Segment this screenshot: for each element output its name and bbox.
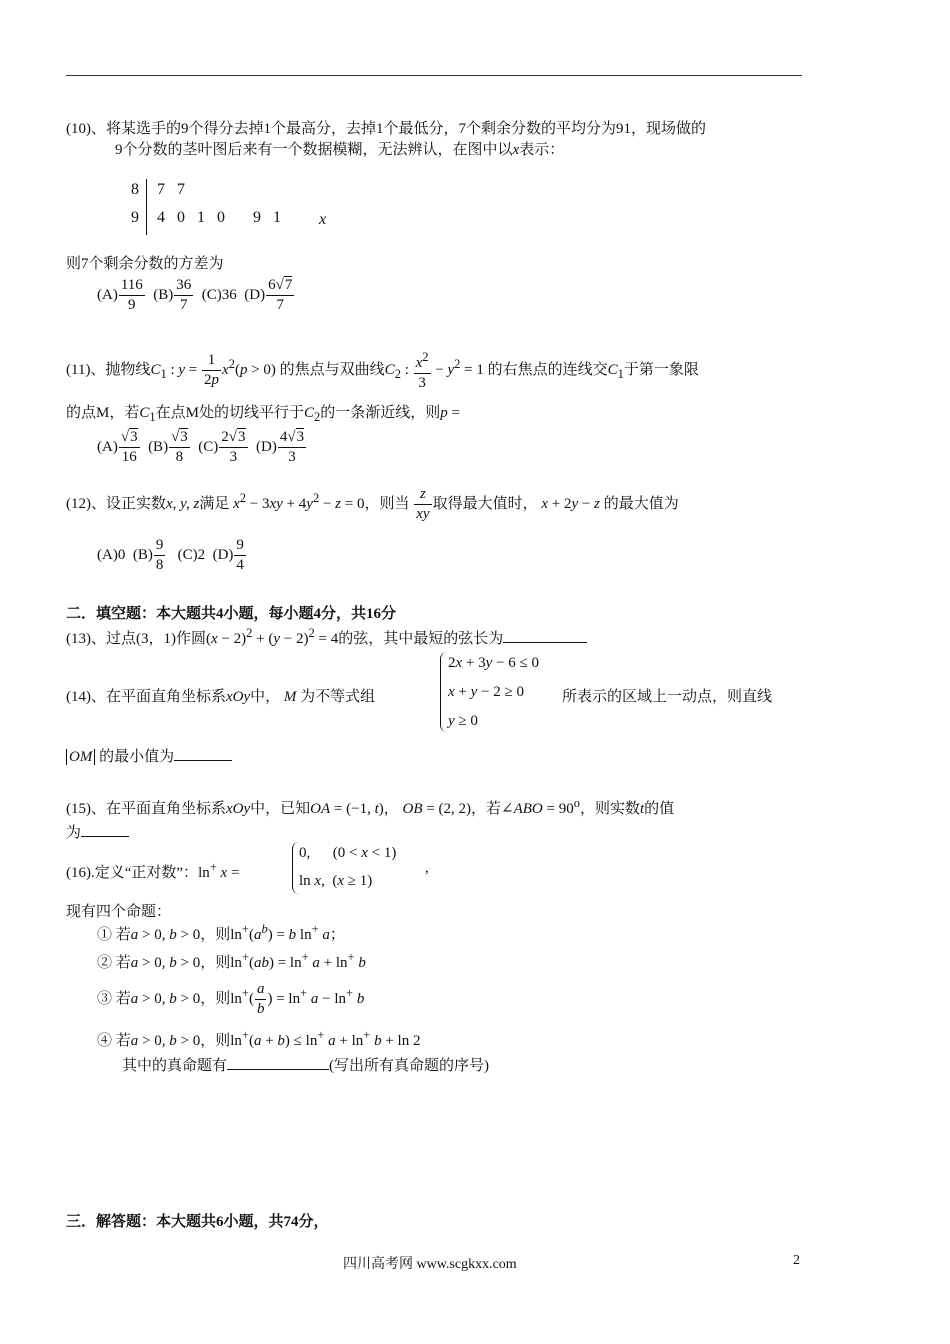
- piecewise-case-1: 0, (0 < x < 1): [299, 845, 397, 861]
- q16-item-3: ③ 若a > 0, b > 0，则ln+( $\frac{a}{b}$ ) = ln+ a − ln+ b: [97, 981, 365, 1017]
- inequality-2: x + y − 2 ≥ 0: [448, 684, 525, 700]
- q10-line1: (10)、将某选手的9个得分去掉1个最高分，去掉1个最低分，7个剩余分数的平均分为91，现场做的: [66, 121, 706, 137]
- inequality-3: y ≥ 0: [448, 713, 478, 729]
- q12-line: (12)、设正实数x, y, z满足 $x^2 - 3xy + 4y^2 - z = 0$，则当 $\frac{z}{xy}$ 取得最大值时， x + 2y − z 的最大值为: [66, 486, 679, 522]
- header-rule: [66, 75, 802, 76]
- leaves-8: 7 7: [157, 181, 185, 198]
- leaf-unknown: x: [319, 211, 327, 228]
- q13-line: (13)、过点(3，1)作圆$(x - 2)^2 + (y - 2)^2 = 4$的弦，其中最短的弦长为: [66, 626, 587, 648]
- q14-suffix: 所表示的区域上一动点，则直线: [562, 689, 773, 705]
- q14-line1: (14)、在平面直角坐标系xOy中， M 为不等式组: [66, 689, 376, 705]
- stem-divider: [146, 179, 147, 235]
- q10-options: (A) $\frac{116}{9}$ (B) $\frac{36}{7}$ (C)36 (D) $\frac{6√7}{7}$: [97, 277, 293, 313]
- q14-line2: OM 的最小值为: [66, 745, 232, 766]
- piecewise-brace: [292, 842, 299, 894]
- q12-options: (A)0 (B) $\frac{9}{8}$ (C)2 (D) $\frac{9}{4}$: [97, 537, 244, 573]
- q10-question: 则7个剩余分数的方差为: [66, 256, 224, 272]
- piecewise-case-2: ln x, (x ≥ 1): [299, 873, 373, 889]
- q16-item-2: ② 若a > 0, b > 0，则ln+(ab) = ln+ a + ln+ b: [97, 950, 366, 971]
- q15-line1: (15)、在平面直角坐标系xOy中，已知OA = (−1, t)， OB = (2, 2)，若∠ABO = $90^o$，则实数t的值: [66, 796, 675, 817]
- q16-def: (16).定义“正对数”：ln+ x =: [66, 860, 240, 881]
- section-3-heading: 三．解答题：本大题共6小题，共74分，: [66, 1214, 329, 1230]
- q11-line1: (11)、抛物线$C_1$ : y = $\frac{1}{2p}$ $x^2(p > 0)$ 的焦点与双曲线$C_2$ : $\frac{x^2}{3}$ − $y^2 = 1$ 的右焦点的连线交$C_1$于第一象限: [66, 350, 699, 391]
- inequality-1: 2x + 3y − 6 ≤ 0: [448, 655, 540, 671]
- q16-intro: 现有四个命题：: [66, 904, 172, 920]
- q15-line2: 为: [66, 821, 129, 842]
- q11-line2: 的点M，若$C_1$在点M处的切线平行于$C_2$的一条渐近线，则p =: [66, 405, 460, 424]
- q16-item-1: ① 若a > 0, b > 0，则$\ln^+(a^b) = b$ ln+ a；: [97, 922, 345, 943]
- page-number: 2: [793, 1253, 800, 1268]
- q16-tail: 其中的真命题有 (写出所有真命题的序号): [122, 1054, 489, 1075]
- stem-9: 9: [131, 209, 139, 226]
- q16-item-4: ④ 若a > 0, b > 0，则ln+(a + b) ≤ ln+ a + ln+ b + ln 2: [97, 1028, 421, 1049]
- system-brace: [440, 652, 447, 732]
- leaves-9: 4 0 1 0 9 1: [157, 209, 281, 226]
- q11-options: (A) $\frac{√3}{16}$ (B) $\frac{√3}{8}$ (C) $\frac{2√3}{3}$ (D) $\frac{4√3}{3}$: [97, 429, 305, 465]
- section-2-heading: 二．填空题：本大题共4小题，每小题4分，共16分: [66, 606, 397, 622]
- footer-site: 四川高考网 www.scgkxx.com: [343, 1257, 517, 1272]
- q10-line2: 9个分数的茎叶图后来有一个数据模糊，无法辨认，在图中以x表示：: [115, 142, 565, 158]
- stem-8: 8: [131, 181, 139, 198]
